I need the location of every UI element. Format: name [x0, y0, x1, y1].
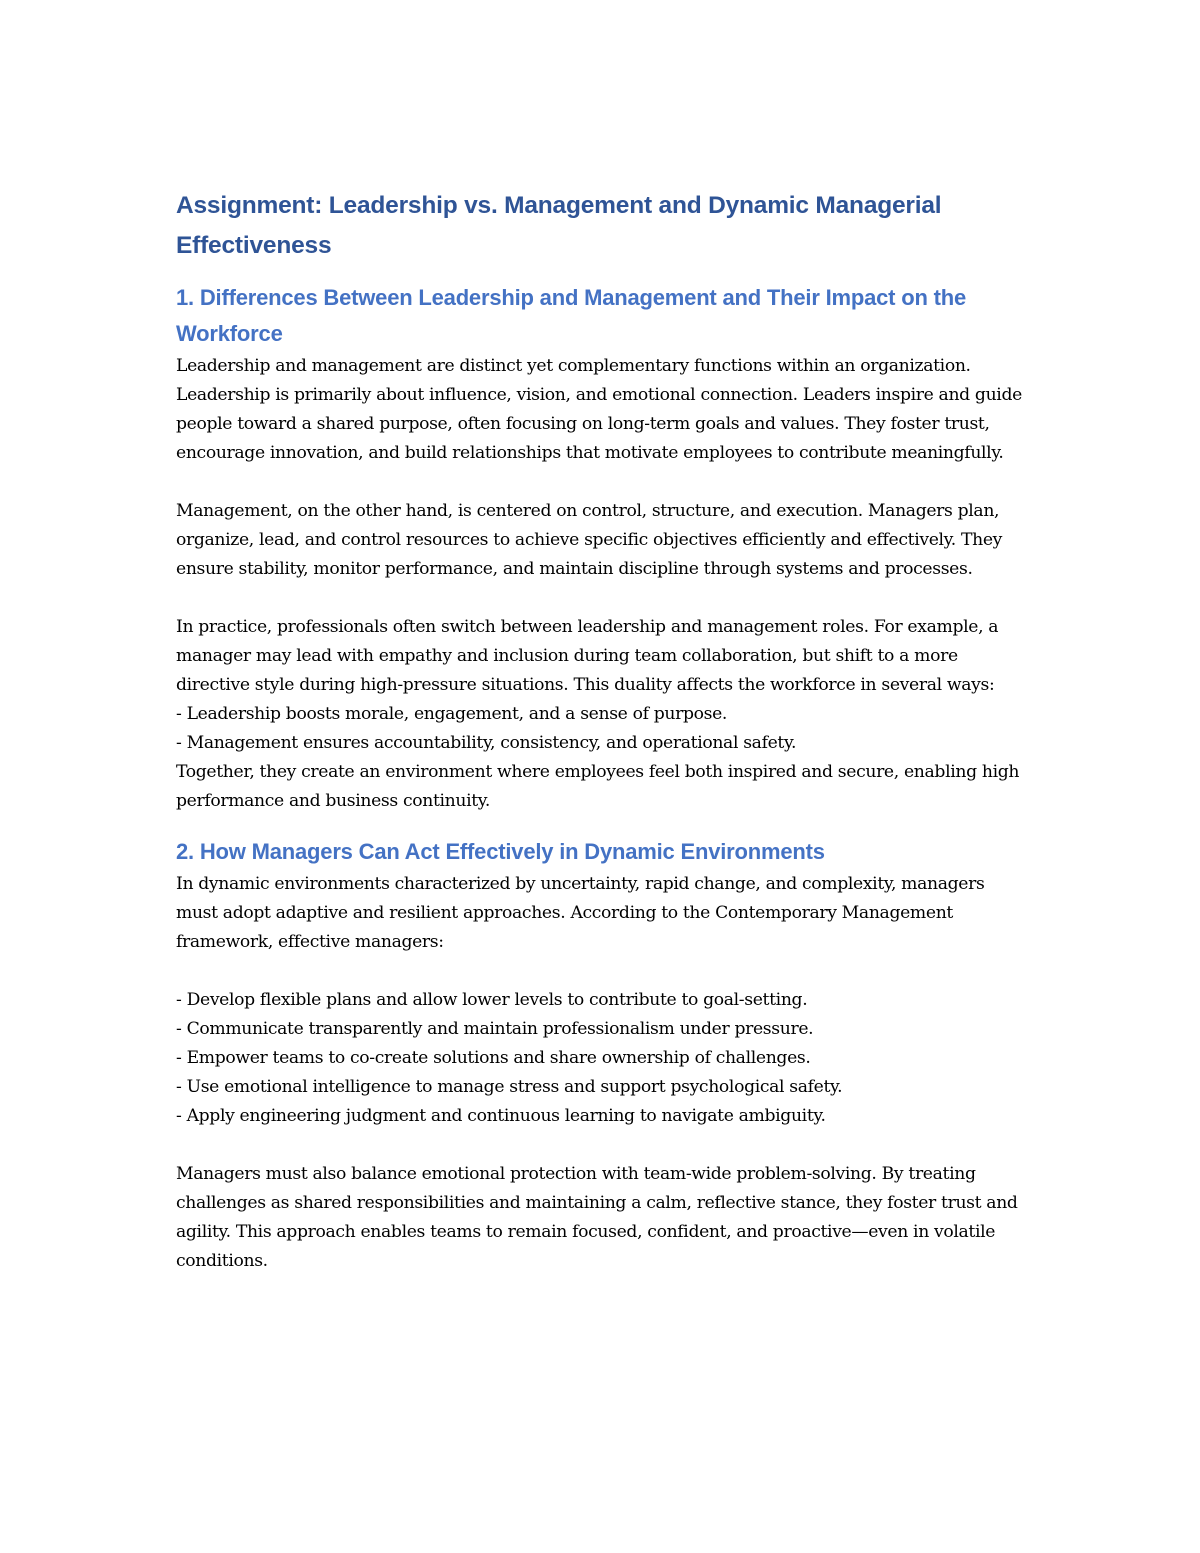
section-1-conclusion: Together, they create an environment where employees feel both inspired and secure, enabling high performance and business continuity.: [176, 762, 1020, 811]
section-1-paragraph-2: Management, on the other hand, is centered on control, structure, and execution. Managers plan, organize, lead, and control resources to achieve specific objectives efficiently and effectively. They ensure stability, monitor performance, and maintain discipline through systems and processes.: [176, 501, 1002, 579]
document-body: [176, 186, 1026, 1276]
section-2-intro: In dynamic environments characterized by uncertainty, rapid change, and complexity, managers must adopt adaptive and resilient approaches. According to the Contemporary Management framework, effective managers:: [176, 874, 985, 952]
section-2-bullet: - Communicate transparently and maintain professionalism under pressure.: [176, 1019, 814, 1039]
section-2-heading: 2. How Managers Can Act Effectively in Dynamic Environments: [176, 839, 825, 864]
section-2-closing: Managers must also balance emotional protection with team-wide problem-solving. By treating challenges as shared responsibilities and maintaining a calm, reflective stance, they foster trust and agility. This approach enables teams to remain focused, confident, and proactive—even in volatile conditions.: [176, 1164, 1018, 1271]
section-1-heading: 1. Differences Between Leadership and Management and Their Impact on the Workforce: [176, 285, 967, 346]
paragraph-spacer: [176, 957, 1026, 986]
section-1-bullet: - Leadership boosts morale, engagement, and a sense of purpose.: [176, 704, 728, 724]
section-2-bullet: - Develop flexible plans and allow lower levels to contribute to goal-setting.: [176, 990, 808, 1010]
paragraph-spacer: [176, 1131, 1026, 1160]
section-1-bullet: - Management ensures accountability, consistency, and operational safety.: [176, 733, 797, 753]
section-1-paragraph-1: Leadership and management are distinct yet complementary functions within an organization. Leadership is primarily about influence, vision, and emotional connection. Leaders inspire and guide people toward a shared purpose, often focusing on long-term goals and values. They foster trust, encourage innovation, and build relationships that motivate employees to contribute meaningfully.: [176, 356, 1022, 463]
section-1-paragraph-3: In practice, professionals often switch between leadership and management roles. For example, a manager may lead with empathy and inclusion during team collaboration, but shift to a more directive style during high-pressure situations. This duality affects the workforce in several ways:: [176, 617, 999, 695]
section-2-bullet: - Empower teams to co-create solutions and share ownership of challenges.: [176, 1048, 811, 1068]
paragraph-spacer: [176, 468, 1026, 497]
section-2-bullet: - Use emotional intelligence to manage stress and support psychological safety.: [176, 1077, 843, 1097]
section-2-bullet: - Apply engineering judgment and continuous learning to navigate ambiguity.: [176, 1106, 826, 1126]
document-title: Assignment: Leadership vs. Management and Dynamic Managerial Effectiveness: [176, 192, 942, 259]
paragraph-spacer: [176, 584, 1026, 613]
